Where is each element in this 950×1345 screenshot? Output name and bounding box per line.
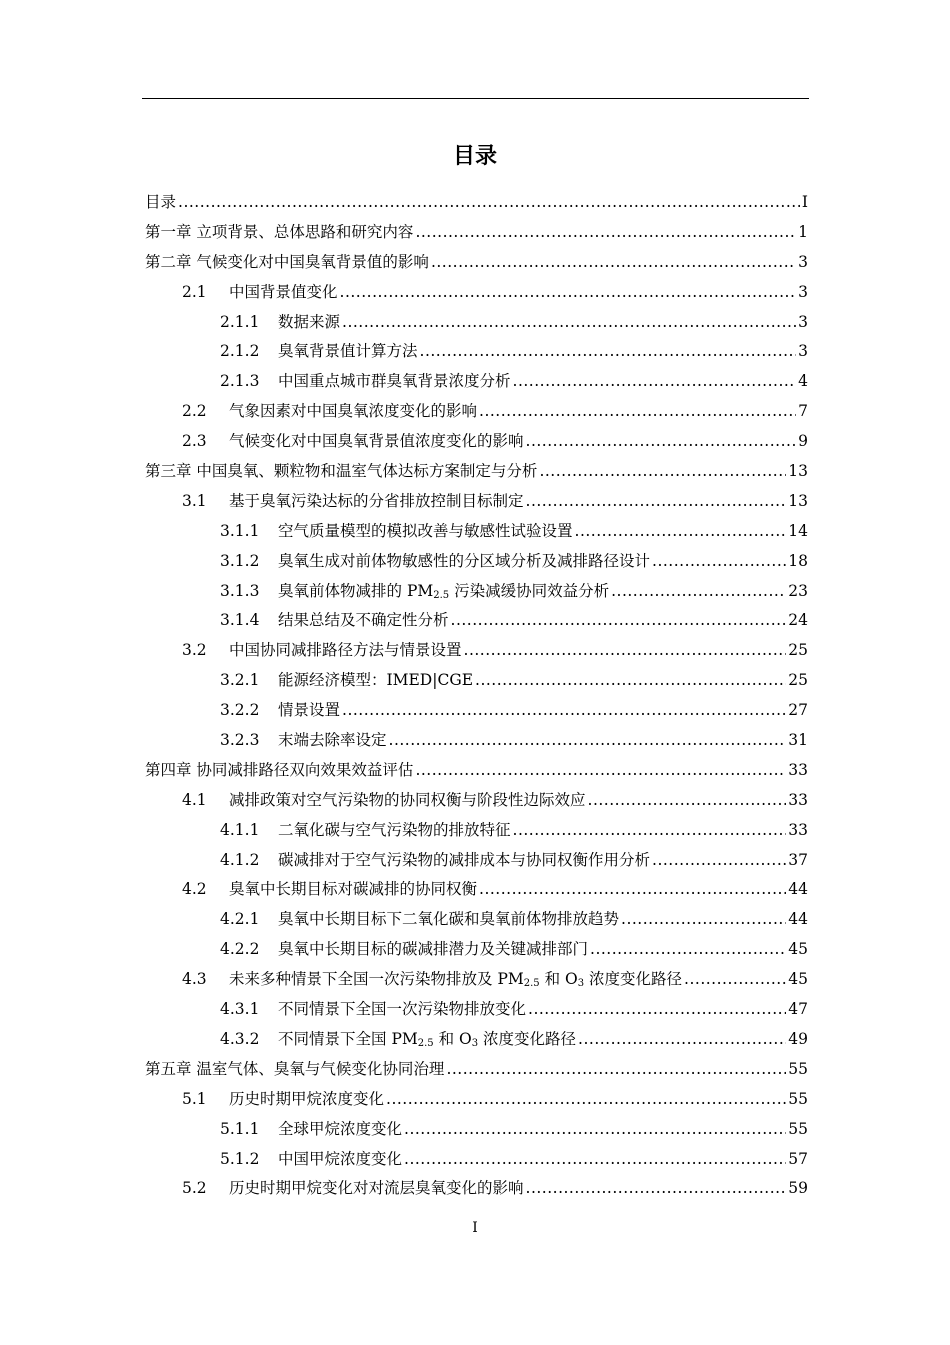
toc-dot-leader	[513, 816, 787, 846]
toc-entry-label: 未来多种情景下全国一次污染物排放及 $PM_{2.5}$ 和 $O_3$ 浓度变化路径	[229, 970, 683, 990]
toc-entry-page: 45	[788, 970, 808, 989]
toc-dot-leader	[342, 308, 796, 338]
toc-dot-leader	[528, 995, 786, 1025]
toc-entry-number: 4.1.2	[220, 850, 260, 869]
toc-dot-leader	[652, 846, 786, 876]
toc-entry-label: 中国协同减排路径方法与情景设置	[229, 641, 462, 660]
toc-entry[interactable]	[145, 935, 808, 965]
toc-entry[interactable]	[145, 696, 808, 726]
toc-entry-page: 55	[788, 1119, 808, 1138]
toc-dot-leader	[575, 517, 787, 547]
toc-entry-label: 目录	[145, 193, 177, 211]
toc-entry-number: 5.1	[182, 1089, 207, 1108]
toc-entry-number: 3.1.1	[220, 521, 260, 540]
toc-entry[interactable]	[145, 1145, 808, 1175]
toc-entry-label: 第二章 气候变化对中国臭氧背景值的影响	[145, 252, 429, 271]
toc-entry-label: 中国甲烷浓度变化	[278, 1149, 403, 1168]
toc-entry[interactable]	[145, 367, 808, 397]
toc-entry[interactable]	[145, 965, 808, 995]
toc-entry[interactable]	[145, 1085, 808, 1115]
toc-entry-page: 23	[788, 581, 808, 600]
toc-entry-number: 3.1	[182, 491, 207, 510]
toc-entry-page: 3	[798, 342, 808, 361]
toc-entry[interactable]	[145, 636, 808, 666]
toc-entry-label: 第五章 温室气体、臭氧与气候变化协同治理	[145, 1059, 445, 1078]
toc-dot-leader	[652, 547, 786, 577]
toc-dot-leader	[420, 337, 797, 367]
toc-entry-number: 4.1.1	[220, 820, 260, 839]
toc-dot-leader	[415, 218, 796, 248]
toc-entry-page: 13	[788, 491, 808, 510]
toc-entry[interactable]	[145, 248, 808, 278]
toc-entry-label: 不同情景下全国一次污染物排放变化	[278, 1000, 527, 1019]
toc-entry-page: 33	[788, 790, 808, 809]
toc-entry[interactable]	[145, 846, 808, 876]
toc-entry-label: 历史时期甲烷变化对对流层臭氧变化的影响	[229, 1179, 524, 1198]
toc-entry-page: 1	[798, 222, 808, 241]
toc-dot-leader	[404, 1115, 786, 1145]
page-title: 目录	[452, 144, 497, 169]
toc-entry-label: 臭氧中长期目标对碳减排的协同权衡	[229, 880, 478, 899]
toc-entry[interactable]	[145, 457, 808, 487]
toc-entry-number: 4.2.2	[220, 940, 260, 959]
toc-entry-number: 3.1.2	[220, 551, 260, 570]
toc-entry-number: 2.3	[182, 432, 207, 451]
toc-dot-leader	[526, 487, 787, 517]
toc-entry-label: 空气质量模型的模拟改善与敏感性试验设置	[278, 521, 573, 540]
toc-dot-leader	[446, 1055, 786, 1085]
toc-entry-page: 44	[788, 880, 808, 899]
toc-entry[interactable]	[145, 308, 808, 338]
toc-entry[interactable]	[145, 337, 808, 367]
toc-entry-label: 气象因素对中国臭氧浓度变化的影响	[229, 402, 478, 421]
toc-dot-leader	[526, 1174, 787, 1204]
toc-entry-number: 4.2	[182, 880, 207, 899]
page-number: I	[472, 1220, 478, 1236]
toc-entry-page: 57	[788, 1149, 808, 1168]
toc-entry-page: 25	[788, 671, 808, 690]
toc-dot-leader	[539, 457, 786, 487]
toc-dot-leader	[342, 696, 786, 726]
toc-entry-page: 14	[788, 521, 808, 540]
toc-entry-number: 2.2	[182, 402, 207, 421]
toc-entry-page: 9	[798, 432, 808, 451]
toc-entry-label: 气候变化对中国臭氧背景值浓度变化的影响	[229, 432, 524, 451]
toc-entry-label: 二氧化碳与空气污染物的排放特征	[278, 820, 511, 839]
toc-dot-leader	[611, 577, 786, 607]
toc-entry-page: 55	[788, 1089, 808, 1108]
toc-entry[interactable]	[145, 487, 808, 517]
toc-dot-leader	[578, 1025, 786, 1055]
toc-entry-number: 3.1.3	[220, 581, 260, 600]
toc-entry-label: 臭氧中长期目标的碳减排潜力及关键减排部门	[278, 940, 589, 959]
toc-entry-label: 基于臭氧污染达标的分省排放控制目标制定	[229, 491, 524, 510]
toc-dot-leader	[590, 935, 786, 965]
toc-dot-leader	[386, 1085, 786, 1115]
toc-entry-page: 3	[798, 312, 808, 331]
toc-entry[interactable]	[145, 905, 808, 935]
toc-entry-label: 数据来源	[278, 312, 341, 331]
toc-dot-leader	[431, 248, 796, 278]
toc-entry-label: 历史时期甲烷浓度变化	[229, 1089, 385, 1108]
toc-entry[interactable]	[145, 517, 808, 547]
toc-entry-page: 25	[788, 641, 808, 660]
toc-dot-leader	[451, 606, 787, 636]
toc-entry-label: 不同情景下全国 $PM_{2.5}$ 和 $O_3$ 浓度变化路径	[278, 1029, 577, 1049]
toc-entry-label: 碳减排对于空气污染物的减排成本与协同权衡作用分析	[278, 850, 651, 869]
toc-entry-label: 情景设置	[278, 701, 341, 720]
toc-dot-leader	[526, 427, 797, 457]
toc-entry-number: 3.2.1	[220, 671, 260, 690]
toc-entry[interactable]	[145, 1025, 808, 1055]
toc-entry[interactable]	[145, 786, 808, 816]
toc-entry-label: 臭氧生成对前体物敏感性的分区域分析及减排路径设计	[278, 551, 651, 570]
toc-entry-label: 减排政策对空气污染物的协同权衡与阶段性边际效应	[229, 790, 586, 809]
toc-entry-label: 第三章 中国臭氧、颗粒物和温室气体达标方案制定与分析	[145, 462, 538, 481]
toc-entry-number: 4.3.1	[220, 1000, 260, 1019]
toc-entry[interactable]	[145, 278, 808, 308]
toc-entry-page: 45	[788, 940, 808, 959]
toc-entry-number: 4.3	[182, 970, 207, 989]
toc-entry-page: 3	[798, 252, 808, 271]
toc-entry[interactable]	[145, 726, 808, 756]
toc-entry[interactable]	[145, 218, 808, 248]
toc-entry[interactable]	[145, 995, 808, 1025]
toc-entry-number: 4.2.1	[220, 910, 260, 929]
toc-entry-page: 59	[788, 1179, 808, 1198]
toc-entry[interactable]	[145, 547, 808, 577]
toc-dot-leader	[178, 188, 800, 218]
toc-dot-leader	[475, 666, 786, 696]
toc-entry-page: 55	[788, 1059, 808, 1078]
toc-entry-label: 臭氧中长期目标下二氧化碳和臭氧前体物排放趋势	[278, 910, 620, 929]
toc-entry-label: 能源经济模型：IMED|CGE	[278, 671, 474, 690]
toc-entry[interactable]	[145, 756, 808, 786]
toc-entry-number: 3.2	[182, 641, 207, 660]
toc-entry-page: 49	[788, 1029, 808, 1048]
toc-dot-leader	[588, 786, 787, 816]
toc-entry-page: 33	[788, 820, 808, 839]
toc-entry[interactable]	[145, 1115, 808, 1145]
toc-entry-page: 24	[788, 611, 808, 630]
toc-entry-number: 5.1.2	[220, 1149, 260, 1168]
toc-entry[interactable]	[145, 875, 808, 905]
toc-entry[interactable]	[145, 666, 808, 696]
toc-entry-page: 4	[798, 372, 808, 391]
toc-entry-number: 2.1.1	[220, 312, 260, 331]
toc-dot-leader	[389, 726, 787, 756]
toc-entry-label: 第四章 协同减排路径双向效果效益评估	[145, 760, 414, 779]
toc-entry-label: 中国重点城市群臭氧背景浓度分析	[278, 372, 511, 391]
toc-entry-page: 27	[788, 701, 808, 720]
toc-entry[interactable]	[145, 1174, 808, 1204]
toc-entry[interactable]	[145, 1055, 808, 1085]
toc-dot-leader	[621, 905, 786, 935]
toc-dot-leader	[464, 636, 787, 666]
toc-entry-page: 37	[788, 850, 808, 869]
toc-entry-number: 4.1	[182, 790, 207, 809]
toc-entry-number: 5.1.1	[220, 1119, 260, 1138]
toc-entry-label: 臭氧前体物减排的 $PM_{2.5}$ 污染减缓协同效益分析	[278, 581, 610, 601]
toc-dot-leader	[479, 875, 786, 905]
toc-dot-leader	[415, 756, 786, 786]
toc-entry[interactable]	[145, 397, 808, 427]
toc-entry-number: 3.1.4	[220, 611, 260, 630]
toc-entry-label: 中国背景值变化	[229, 282, 338, 301]
toc-entry-number: 3.2.3	[220, 731, 260, 750]
toc-entry-page: 31	[788, 731, 808, 750]
toc-entry-number: 3.2.2	[220, 701, 260, 720]
toc-dot-leader	[684, 965, 786, 995]
toc-dot-leader	[513, 367, 797, 397]
toc-entry-label: 末端去除率设定	[278, 731, 387, 750]
toc-entry-page: 47	[788, 1000, 808, 1019]
toc-dot-leader	[479, 397, 796, 427]
toc-entry-page: 18	[788, 551, 808, 570]
toc-entry[interactable]	[145, 577, 808, 607]
toc-entry[interactable]	[145, 427, 808, 457]
toc-entry-number: 2.1.3	[220, 372, 260, 391]
toc-entry-number: 4.3.2	[220, 1029, 260, 1048]
header-rule	[142, 98, 809, 99]
toc-entry[interactable]	[145, 606, 808, 636]
toc-entry-label: 臭氧背景值计算方法	[278, 342, 418, 361]
toc-entry-number: 2.1.2	[220, 342, 260, 361]
toc-entry[interactable]	[145, 816, 808, 846]
toc-entry-number: 5.2	[182, 1179, 207, 1198]
toc-entry-number: 2.1	[182, 282, 207, 301]
toc-dot-leader	[340, 278, 797, 308]
table-of-contents	[145, 188, 808, 1204]
toc-entry-page: 33	[788, 760, 808, 779]
toc-entry-page: 3	[798, 282, 808, 301]
toc-entry-page: 7	[798, 402, 808, 421]
toc-entry-label: 结果总结及不确定性分析	[278, 611, 449, 630]
toc-entry-page: I	[801, 193, 808, 211]
toc-entry-label: 全球甲烷浓度变化	[278, 1119, 403, 1138]
toc-entry-label: 第一章 立项背景、总体思路和研究内容	[145, 222, 414, 241]
toc-dot-leader	[404, 1145, 786, 1175]
toc-entry-page: 44	[788, 910, 808, 929]
toc-entry-page: 13	[788, 462, 808, 481]
toc-entry[interactable]	[145, 188, 808, 218]
